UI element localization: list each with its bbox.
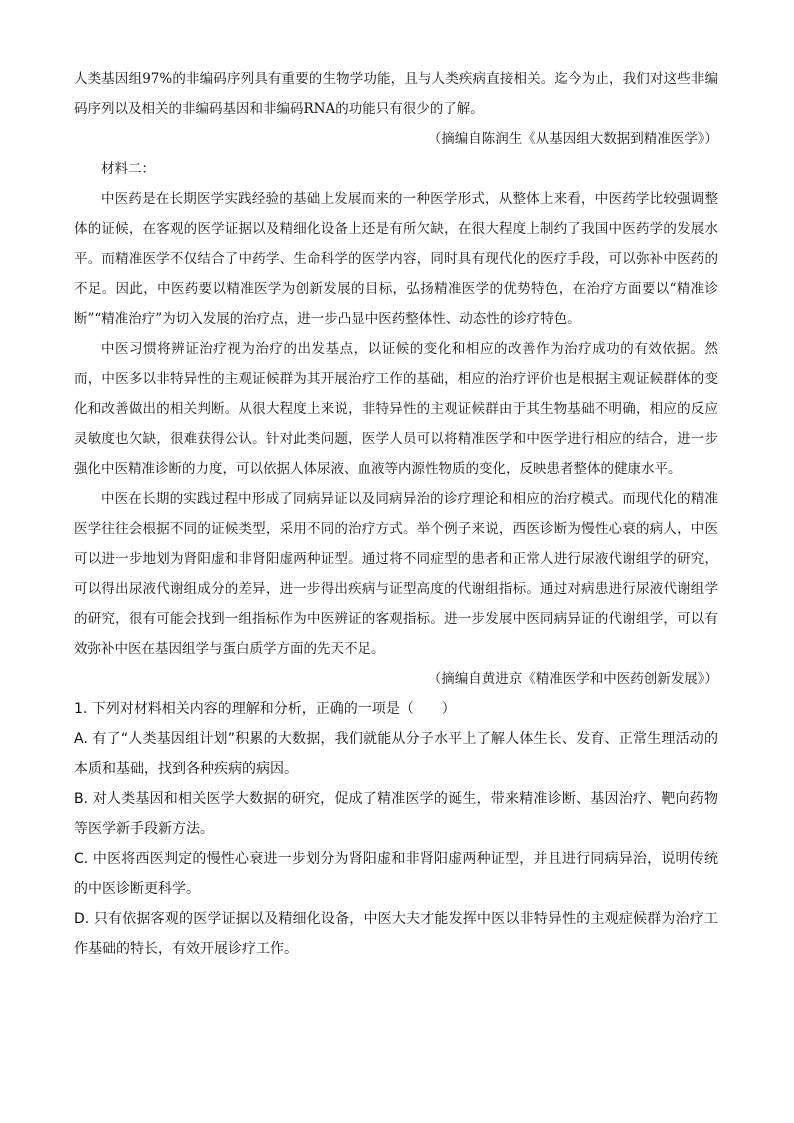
- option-b[interactable]: B. 对人类基因和相关医学大数据的研究，促成了精准医学的诞生，带来精准诊断、基因治疗、靶向药物等医学新手段新方法。: [74, 791, 718, 837]
- source-citation-1: （摘编自陈润生《从基因组大数据到精准医学》）: [427, 131, 718, 147]
- paragraph-3: 中医在长期的实践过程中形成了同病异证以及同病异治的诊疗理论和相应的治疗模式。而现代化的精准医学往往会根据不同的证候类型，采用不同的治疗方式。举个例子来说，西医诊断为慢性心衰的病人，中医可以进一步地划为肾阳虚和非肾阳虚两种证型。通过将不同症型的患者和正常人进行尿液代谢组学的研究，可以得出尿液代谢组成分的差异，进一步得出疾病与证型高度的代谢组指标。通过对病患进行尿液代谢组学的研究，很有可能会找到一组指标作为中医辨证的客观指标。进一步发展中医同病异证的代谢组学，可以有效弥补中医在基因组学与蛋白质学方面的先天不足。: [74, 491, 718, 657]
- paragraph-2: 中医习惯将辨证治疗视为治疗的出发基点，以证候的变化和相应的改善作为治疗成功的有效依据。然而，中医多以非特异性的主观证候群为其开展治疗工作的基础，相应的治疗评价也是根据主观证候群体的变化和改善做出的相关判断。从很大程度上来说，非特异性的主观证候群由于其生物基础不明确，相应的反应灵敏度也欠缺，很难获得公认。针对此类问题，医学人员可以将精准医学和中医学进行相应的结合，进一步强化中医精准诊断的力度，可以依据人体尿液、血液等内源性物质的变化，反映患者整体的健康水平。: [74, 341, 718, 477]
- option-d[interactable]: D. 只有依据客观的医学证据以及精细化设备，中医大夫才能发挥中医以非特异性的主观症候群为治疗工作基础的特长，有效开展诊疗工作。: [74, 911, 718, 957]
- paragraph-1: 中医药是在长期医学实践经验的基础上发展而来的一种医学形式，从整体上来看，中医药学比较强调整体的证候，在客观的医学证据以及精细化设备上还是有所欠缺，在很大程度上制约了我国中医药学的发展水平。而精准医学不仅结合了中药学、生命科学的医学内容，同时具有现代化的医疗手段，可以弥补中医药的不足。因此，中医药要以精准医学为创新发展的目标，弘扬精准医学的优势特色，在治疗方面要以“精准诊断”“精准治疗”为切入发展的治疗点，进一步凸显中医药整体性、动态性的诊疗特色。: [74, 191, 718, 327]
- option-c[interactable]: C. 中医将西医判定的慢性心衰进一步划分为肾阳虚和非肾阳虚两种证型，并且进行同病异治，说明传统的中医诊断更科学。: [74, 851, 718, 897]
- source-citation-2: （摘编自黄进京《精准医学和中医药创新发展》）: [427, 671, 718, 687]
- option-a[interactable]: A. 有了“人类基因组计划”积累的大数据，我们就能从分子水平上了解人体生长、发育、正常生理活动的本质和基础，找到各种疾病的病因。: [74, 731, 718, 777]
- material-2-label: 材料二：: [101, 161, 155, 177]
- document-page: [74, 64, 718, 964]
- question-stem: 1. 下列对材料相关内容的理解和分析，正确的一项是（ ）: [74, 701, 456, 717]
- intro-paragraph: 人类基因组97%的非编码序列具有重要的生物学功能，且与人类疾病直接相关。迄今为止，我们对这些非编码序列以及相关的非编码基因和非编码RNA的功能只有很少的了解。: [74, 71, 718, 117]
